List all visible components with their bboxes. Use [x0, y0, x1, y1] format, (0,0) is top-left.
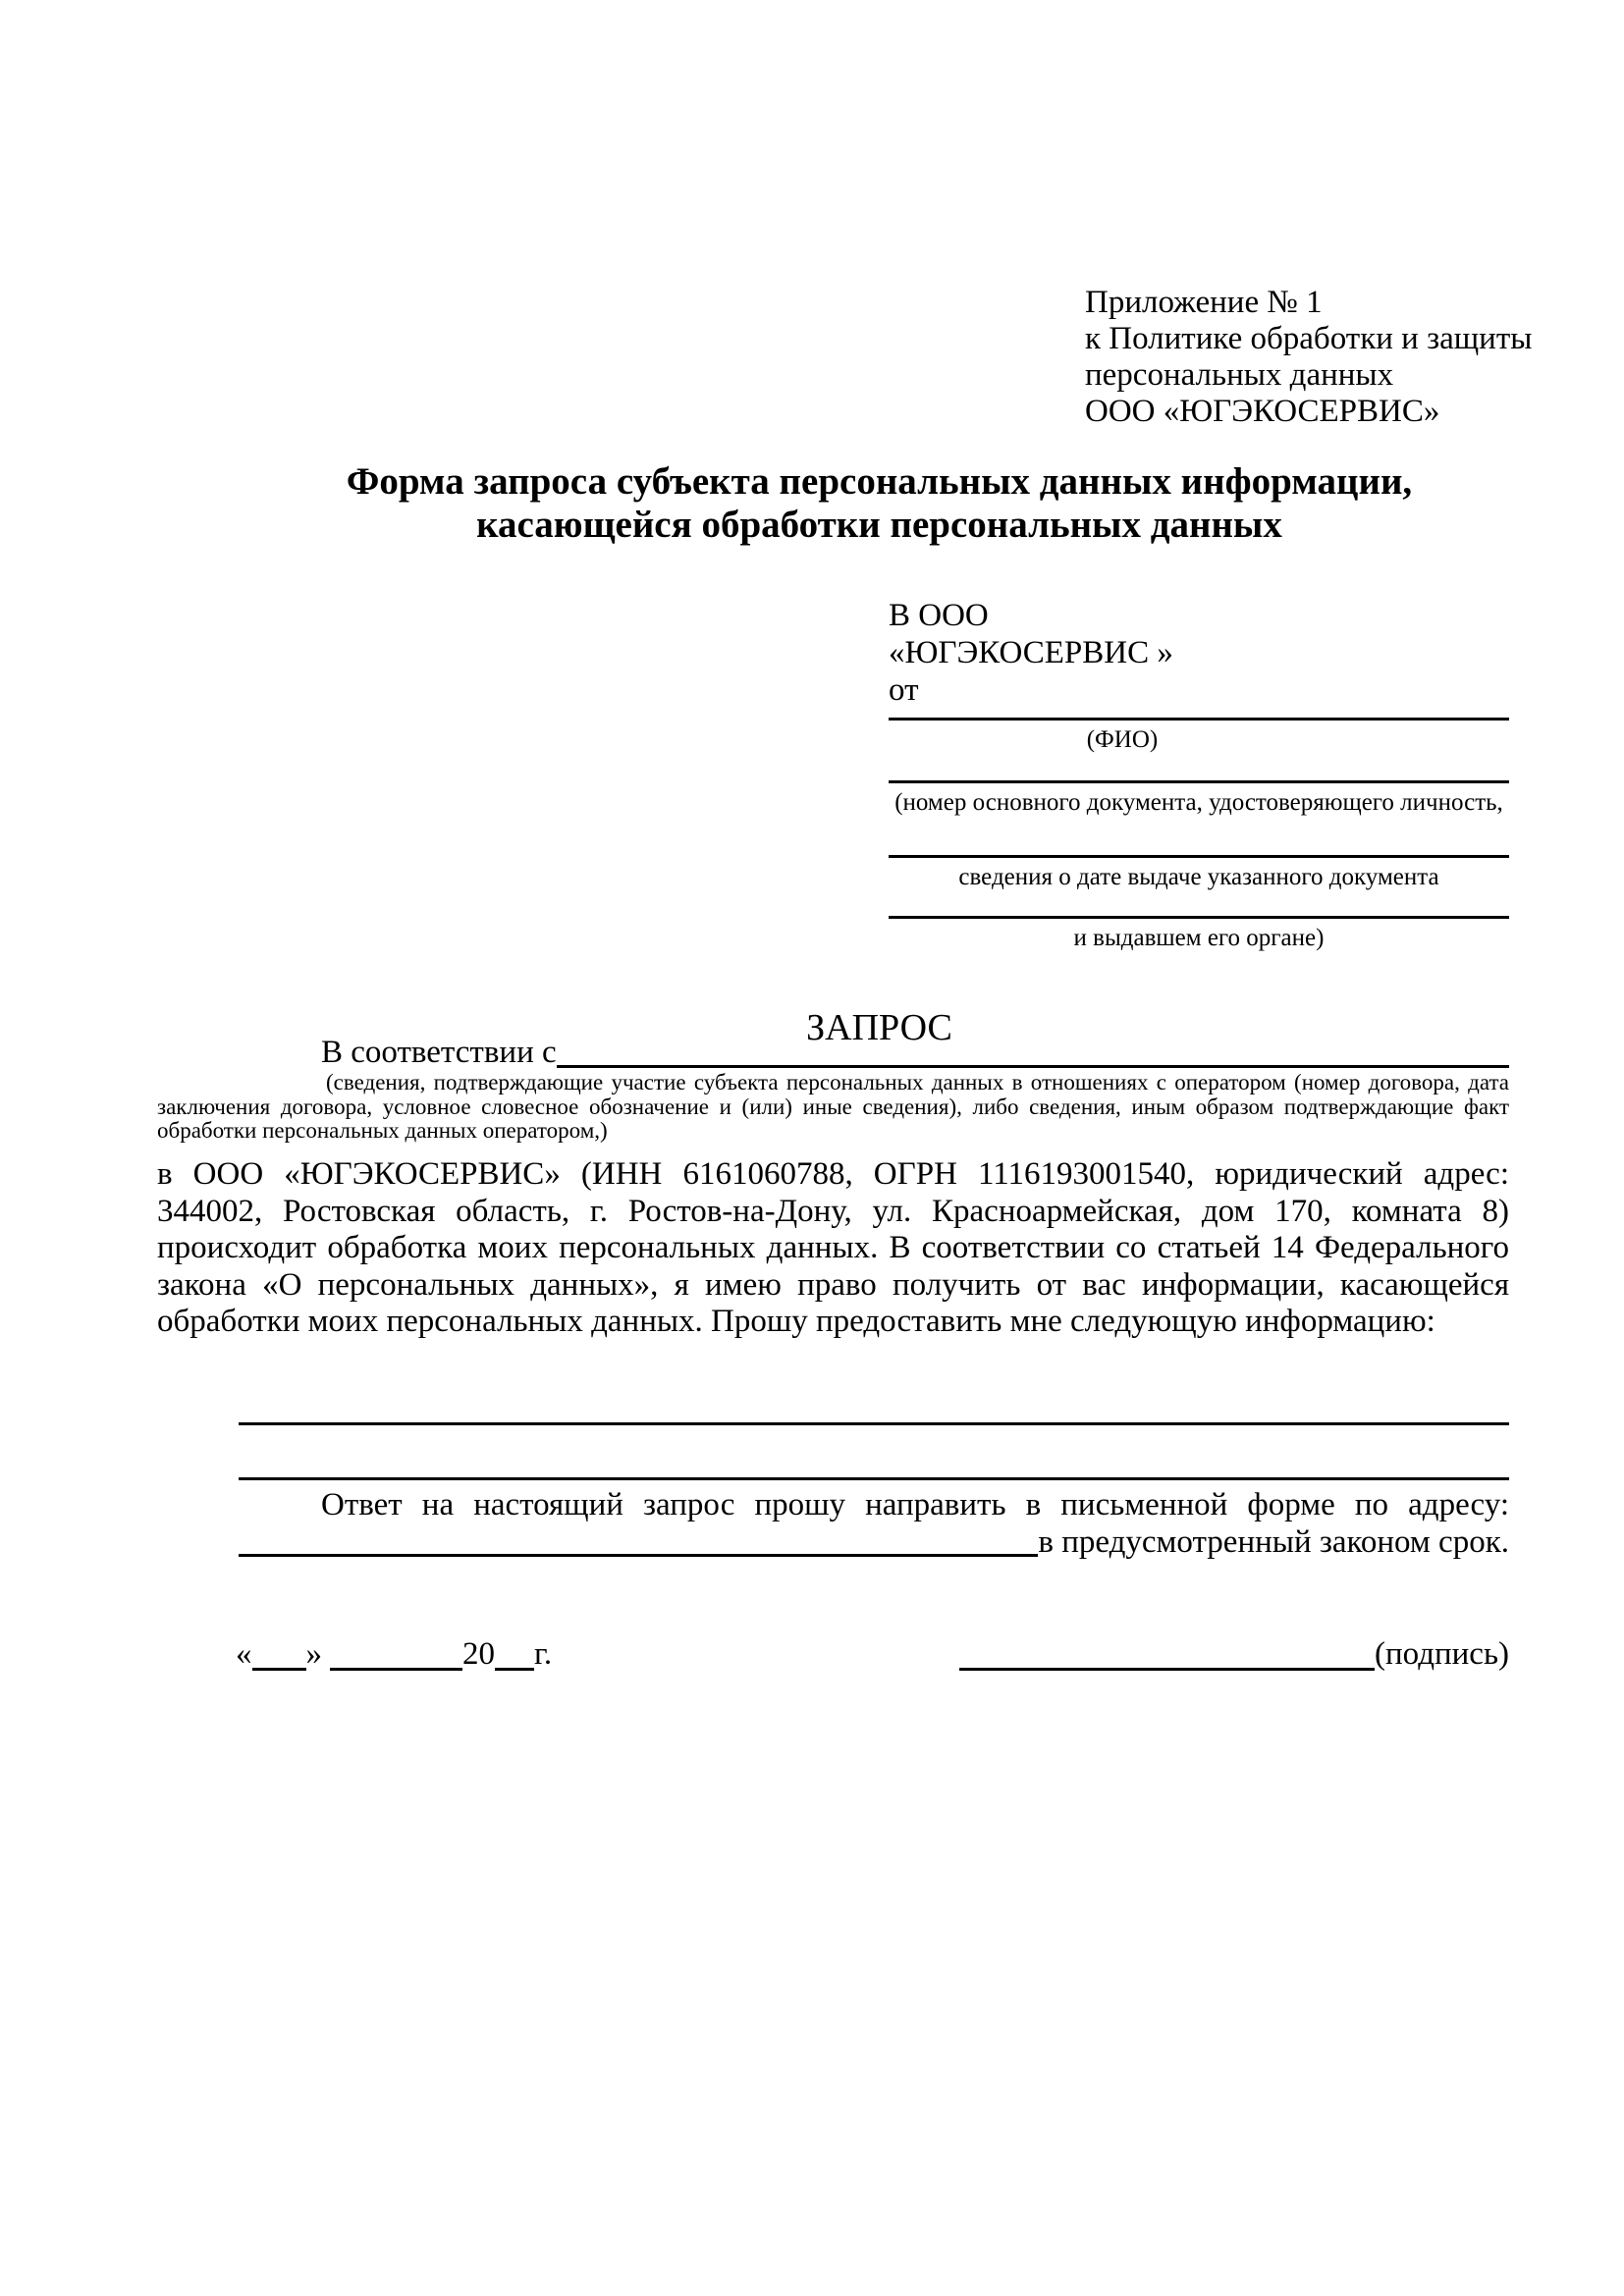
- appendix-block: [1085, 285, 1537, 430]
- issue-date-blank-line: [889, 855, 1509, 858]
- issuer-blank-line: [889, 916, 1509, 919]
- date-year-suffix: г.: [534, 1636, 553, 1672]
- date-open-quote: «: [236, 1636, 252, 1672]
- addressee-from-label: от: [889, 672, 919, 708]
- reply-suffix: в предусмотренный законом срок.: [1038, 1524, 1509, 1560]
- date-close-quote: »: [305, 1636, 322, 1672]
- issue-date-label: сведения о дате выдаче указанного документа: [958, 864, 1439, 890]
- reply-address-blank-line: [239, 1523, 1038, 1557]
- fio-blank-line: [889, 718, 1509, 721]
- addressee-block: [889, 597, 1509, 952]
- signature-blank: [959, 1668, 1375, 1671]
- document-title: [157, 460, 1509, 547]
- date-year-blank: [495, 1668, 534, 1671]
- addressee-to-line-1: В ООО: [889, 598, 989, 633]
- information-blank-line-1: [239, 1422, 1509, 1425]
- intro-prefix: В соответствии с: [321, 1035, 557, 1070]
- appendix-line-1: Приложение № 1: [1085, 285, 1323, 320]
- date-month-blank: [330, 1668, 462, 1671]
- basis-note: (сведения, подтверждающие участие субъекта персональных данных в отношениях с оператором (номер договора, дата заключения договора, условное словесное обозначение и (или) иные сведения), либо сведения, иным образом подтверждающие факт обработки персональных данных оператором,): [157, 1070, 1509, 1143]
- intro-indent: [157, 1034, 321, 1071]
- appendix-line-3: персональных данных: [1085, 357, 1394, 393]
- request-heading: ЗАПРОС: [806, 1007, 952, 1048]
- document-title-line-2: касающейся обработки персональных данных: [476, 504, 1282, 546]
- reply-address-indent: [157, 1523, 239, 1561]
- date-year: 20: [462, 1636, 495, 1672]
- request-body-paragraph: в ООО «ЮГЭКОСЕРВИС» (ИНН 6161060788, ОГРН 1116193001540, юридический адрес: 344002, Ростовская область, г. Ростов-на-Дону, ул. Красноармейская, дом 170, комната 8) происходит обработка моих персональных данных. В соответствии со статьей 14 Федерального закона «О персональных данных», я имею право получить от вас информации, касающейся обработки моих персональных данных. Прошу предоставить мне следующую информацию:: [157, 1156, 1509, 1340]
- signature-label: (подпись): [1375, 1636, 1509, 1672]
- reply-address-line: [157, 1523, 1509, 1561]
- document-number-label: (номер основного документа, удостоверяющего личность,: [894, 789, 1503, 816]
- date-day-blank: [252, 1668, 306, 1671]
- intro-line: [157, 1034, 1509, 1071]
- addressee-to-line-2: «ЮГЭКОСЕРВИС »: [889, 635, 1173, 670]
- reply-request-line: Ответ на настоящий запрос прошу направить в письменной форме по адресу:: [321, 1487, 1509, 1522]
- document-number-blank-line: [889, 780, 1509, 783]
- information-blank-line-2: [239, 1477, 1509, 1480]
- document-title-line-1: Форма запроса субъекта персональных данных информации,: [346, 460, 1413, 503]
- basis-blank-line: [557, 1034, 1509, 1068]
- fio-label: (ФИО): [1086, 726, 1159, 753]
- signature-line: [959, 1635, 1509, 1673]
- appendix-line-4: ООО «ЮГЭКОСЕРВИС»: [1085, 394, 1440, 429]
- appendix-line-2: к Политике обработки и защиты: [1085, 321, 1533, 356]
- date-line: [157, 1635, 552, 1673]
- date-signature-row: [157, 1635, 1509, 1673]
- issuer-label: и выдавшем его органе): [1073, 925, 1325, 951]
